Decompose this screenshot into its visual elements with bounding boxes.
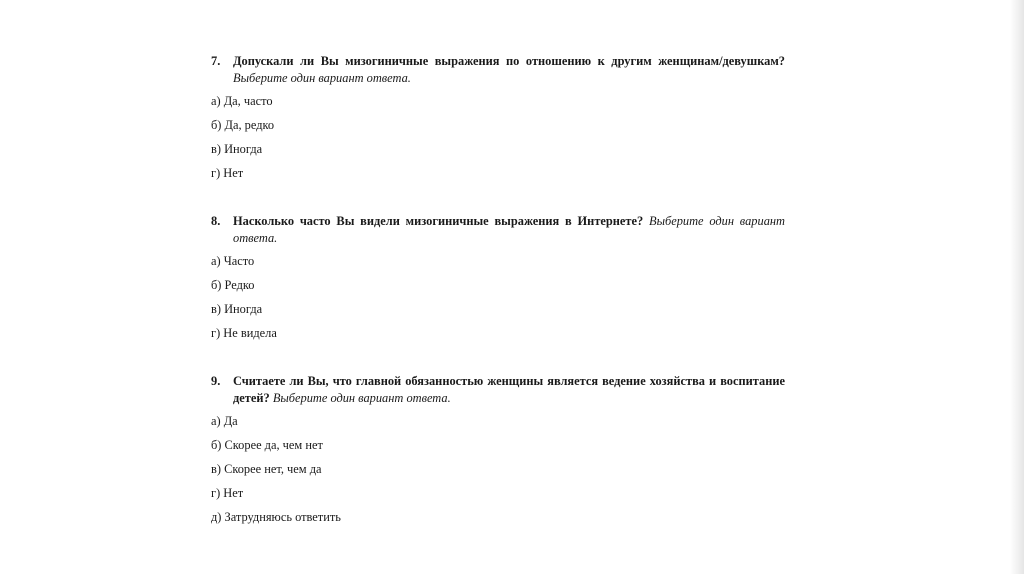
answer-option: д) Затрудняюсь ответить (211, 510, 341, 524)
answer-options (211, 93, 785, 182)
question-number: 8. (211, 214, 221, 228)
answer-option: а) Да (211, 414, 238, 428)
question-7 (211, 53, 785, 189)
answer-options (211, 253, 785, 342)
answer-option: б) Редко (211, 278, 255, 292)
question-8 (211, 213, 785, 349)
question-header (211, 213, 785, 247)
answer-option: г) Не видела (211, 326, 277, 340)
question-text: Насколько часто Вы видели мизогиничные выражения в Интернете? (233, 214, 644, 228)
answer-option: а) Часто (211, 254, 255, 268)
question-text: Считаете ли Вы, что главной обязанностью женщины является ведение хозяйства и воспитание детей? (233, 374, 785, 405)
answer-option: г) Нет (211, 486, 244, 500)
answer-option: г) Нет (211, 166, 244, 180)
question-header (211, 53, 785, 87)
question-body (233, 373, 785, 407)
question-body (233, 53, 785, 87)
question-hint: Выберите один вариант ответа. (233, 71, 411, 85)
question-hint: Выберите один вариант ответа. (233, 214, 785, 245)
answer-option: а) Да, часто (211, 94, 273, 108)
question-number: 7. (211, 54, 221, 68)
answer-option: б) Скорее да, чем нет (211, 438, 323, 452)
answer-option: в) Иногда (211, 142, 263, 156)
answer-option: в) Иногда (211, 302, 263, 316)
page-edge-shadow (1010, 0, 1024, 574)
question-number: 9. (211, 374, 221, 388)
question-hint: Выберите один вариант ответа. (272, 391, 451, 405)
question-9 (211, 373, 785, 533)
answer-option: в) Скорее нет, чем да (211, 462, 322, 476)
answer-options (211, 413, 785, 526)
question-body (233, 213, 785, 247)
answer-option: б) Да, редко (211, 118, 275, 132)
question-text: Допускали ли Вы мизогиничные выражения по отношению к другим женщинам/девушкам? (233, 54, 785, 68)
question-header (211, 373, 785, 407)
